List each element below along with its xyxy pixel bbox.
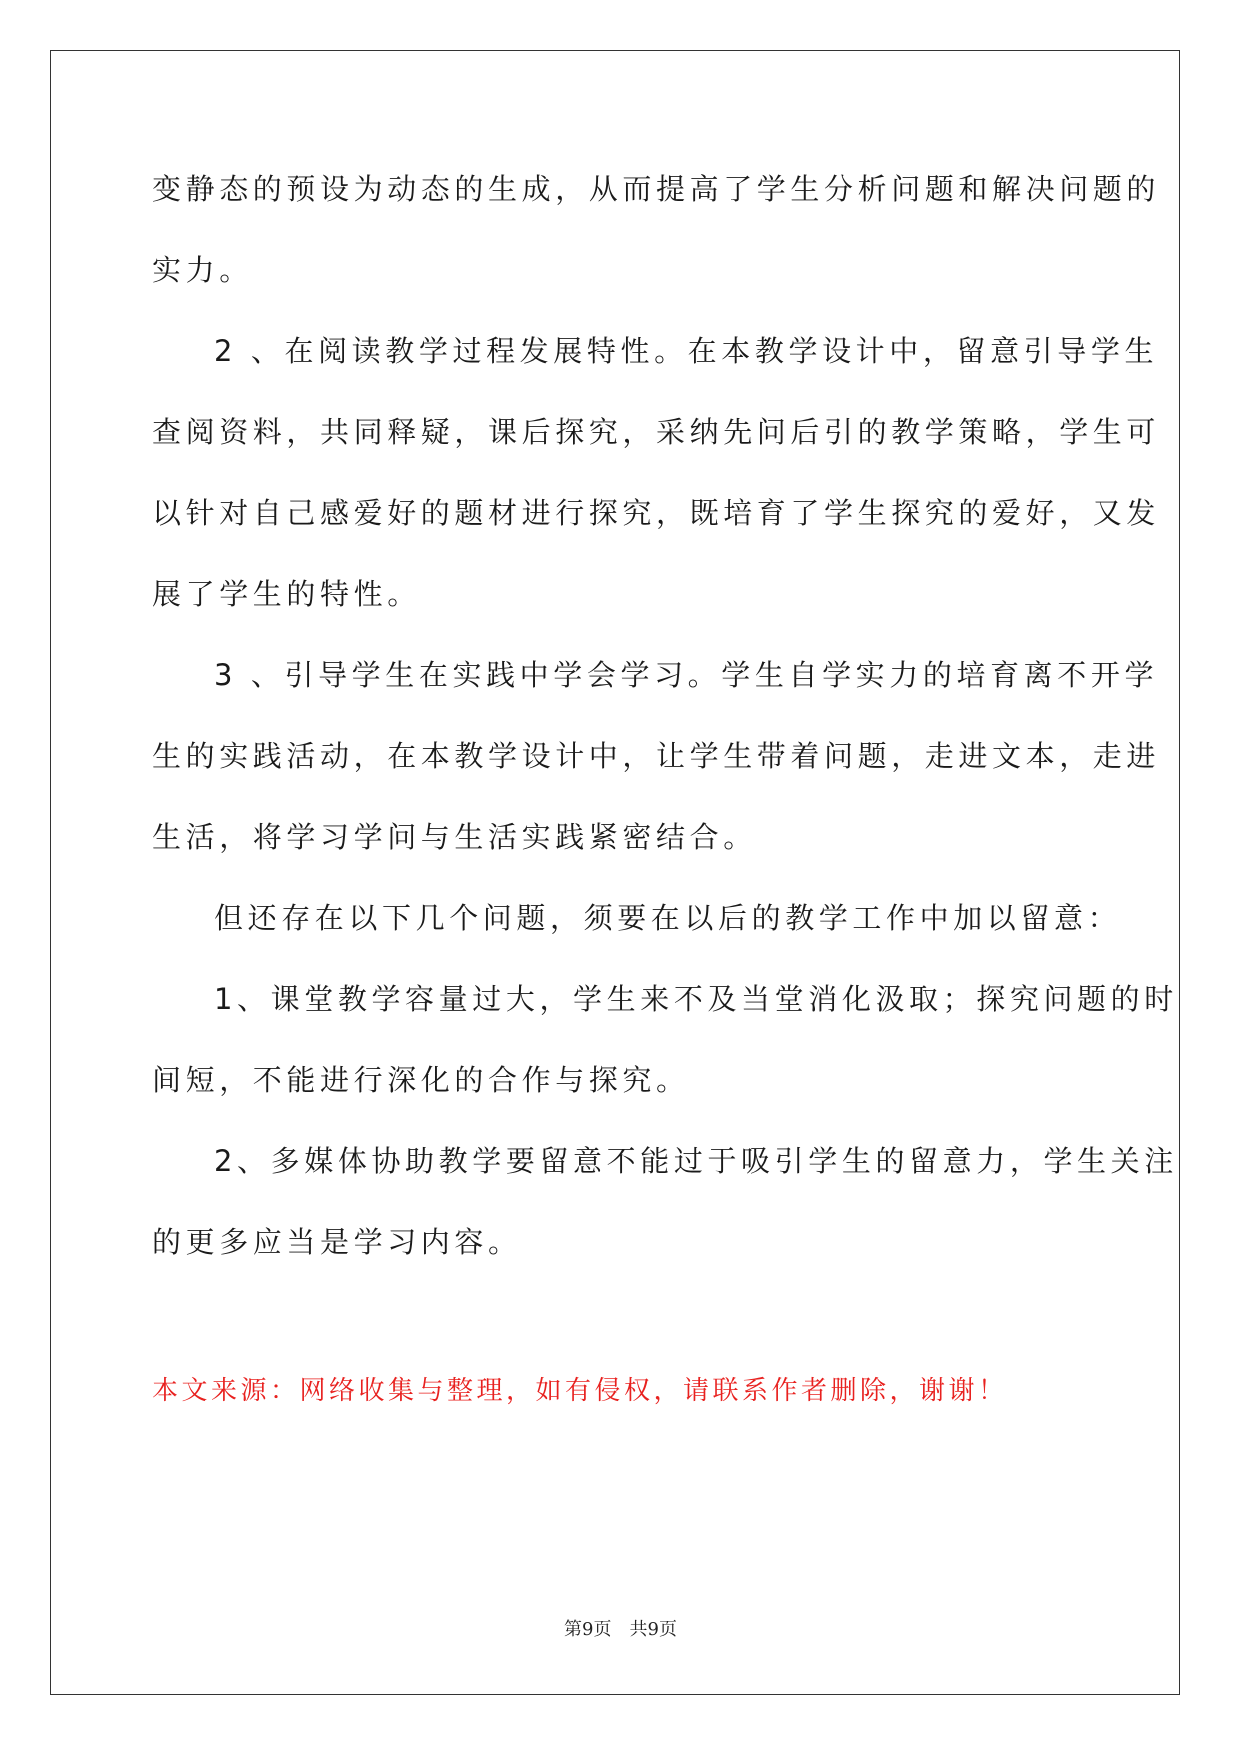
paragraph-line: 3 、引导学生在实践中学会学习。学生自学实力的培育离不开学 [214,658,1159,692]
paragraph-line: 生的实践活动，在本教学设计中，让学生带着问题，走进文本，走进 [152,739,1161,773]
paragraph-line: 变静态的预设为动态的生成，从而提高了学生分析问题和解决问题的 [152,172,1161,206]
paragraph-line: 2 、在阅读教学过程发展特性。在本教学设计中，留意引导学生 [214,334,1159,368]
paragraph-line: 的更多应当是学习内容。 [152,1225,522,1259]
paragraph-line: 2、多媒体协助教学要留意不能过于吸引学生的留意力，学生关注 [214,1144,1178,1178]
paragraph-line: 1、课堂教学容量过大，学生来不及当堂消化汲取；探究问题的时 [214,982,1178,1016]
paragraph-line: 生活，将学习学问与生活实践紧密结合。 [152,820,757,854]
paragraph-line: 实力。 [152,253,253,287]
paragraph-line: 展了学生的特性。 [152,577,421,611]
paragraph-line: 但还存在以下几个问题，须要在以后的教学工作中加以留意： [214,901,1122,935]
source-note: 本文来源：网络收集与整理，如有侵权，请联系作者删除，谢谢！ [152,1376,1008,1406]
paragraph-line: 间短，不能进行深化的合作与探究。 [152,1063,690,1097]
paragraph-line: 以针对自己感爱好的题材进行探究，既培育了学生探究的爱好，又发 [152,496,1161,530]
paragraph-line: 查阅资料，共同释疑，课后探究，采纳先问后引的教学策略，学生可 [152,415,1161,449]
page-footer: 第9页 共9页 [564,1619,677,1640]
document-body [152,160,1178,1294]
